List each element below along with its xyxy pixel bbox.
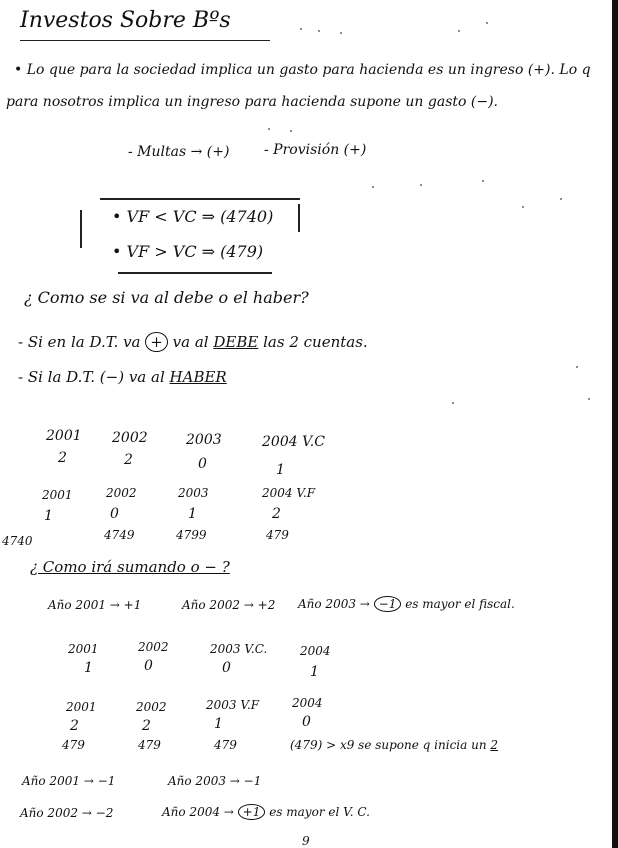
question-debe-haber: ¿ Como se si va al debe o el haber?: [24, 288, 309, 307]
final-2002: Año 2002 → −2: [20, 806, 114, 820]
final-2004: [162, 804, 370, 820]
minus-one-circle: −1: [374, 596, 402, 612]
speck: [268, 128, 270, 130]
speck: [576, 366, 578, 368]
final-2001: Año 2001 → −1: [22, 774, 116, 788]
final-2004-pre: Año 2004 →: [162, 805, 234, 819]
haber-word: HABER: [169, 368, 227, 386]
t1-vc-val-1: 2: [58, 450, 67, 466]
t2-amount-2: 479: [138, 738, 161, 752]
year-2002-plus2: Año 2002 → +2: [182, 598, 276, 612]
page-title: Investos Sobre Bºs: [20, 8, 231, 33]
box-right-bar: [298, 204, 300, 232]
t2-vc-year-4: 2004: [300, 644, 331, 658]
item-multas: - Multas → (+): [128, 144, 230, 160]
t1-vf-year-3: 2003: [178, 486, 209, 500]
t1-vc-year-4: 2004 V.C: [262, 434, 325, 450]
intro-line-1: • Lo que para la sociedad implica un gasto para hacienda es un ingreso (+). Lo q: [14, 62, 591, 78]
t1-vf-val-1: 1: [44, 508, 53, 524]
speck: [482, 180, 484, 182]
t2-vc-val-1: 1: [84, 660, 93, 676]
t1-vc-val-3: 0: [198, 456, 207, 472]
speck: [318, 30, 320, 32]
t1-amount-2: 4749: [104, 528, 135, 542]
rule-debe: [18, 332, 368, 352]
t1-vc-year-1: 2001: [46, 428, 82, 444]
t1-vf-year-4: 2004 V.F: [262, 486, 316, 500]
t2-vc-val-2: 0: [144, 658, 153, 674]
t1-vc-val-2: 2: [124, 452, 133, 468]
condition-vf-less-vc: • VF < VC ⇒ (4740): [112, 207, 274, 226]
rule-haber-pre: - Si la D.T. (−) va al: [18, 368, 165, 386]
speck: [290, 130, 292, 132]
item-provision: - Provisión (+): [264, 142, 367, 158]
scan-edge: [612, 0, 618, 848]
t2-vc-year-1: 2001: [68, 642, 99, 656]
t1-vf-val-3: 1: [188, 506, 197, 522]
t2-vc-val-4: 1: [310, 664, 319, 680]
t2-note-num: 2: [490, 738, 499, 752]
t1-vf-val-2: 0: [110, 506, 119, 522]
t1-vf-year-2: 2002: [106, 486, 137, 500]
year-2003-pre: Año 2003 →: [298, 597, 370, 611]
t2-amount-1: 479: [62, 738, 85, 752]
title-underline: [20, 40, 270, 41]
speck: [560, 198, 562, 200]
plus-one-circle: +1: [238, 804, 266, 820]
t1-vc-year-3: 2003: [186, 432, 222, 448]
box-bottom-rule: [118, 272, 272, 274]
condition-vf-greater-vc: • VF > VC ⇒ (479): [112, 242, 264, 261]
speck: [486, 22, 488, 24]
speck: [372, 186, 374, 188]
speck: [300, 28, 302, 30]
t1-amount-1: 4740: [2, 534, 33, 548]
intro-line-2: para nosotros implica un ingreso para hacienda supone un gasto (−).: [6, 94, 498, 110]
t2-vf-year-4: 2004: [292, 696, 323, 710]
t2-vf-val-4: 0: [302, 714, 311, 730]
speck: [458, 30, 460, 32]
final-2003: Año 2003 → −1: [168, 774, 262, 788]
rule-debe-pre: - Si en la D.T. va: [18, 333, 141, 351]
t2-amount-3: 479: [214, 738, 237, 752]
t2-vf-val-3: 1: [214, 716, 223, 732]
question-sumando: ¿ Como irá sumando o − ?: [30, 558, 230, 576]
rule-debe-post: las 2 cuentas.: [263, 333, 368, 351]
rule-debe-mid: va al: [172, 333, 209, 351]
t1-amount-3: 4799: [176, 528, 207, 542]
t2-vf-year-1: 2001: [66, 700, 97, 714]
box-left-bar: [80, 210, 82, 248]
t2-vc-val-3: 0: [222, 660, 231, 676]
box-top-rule: [100, 198, 300, 200]
year-2001-plus1: Año 2001 → +1: [48, 598, 142, 612]
t1-vc-year-2: 2002: [112, 430, 148, 446]
year-2003-line: [298, 596, 515, 612]
t2-vf-val-2: 2: [142, 718, 151, 734]
t2-note: [290, 738, 498, 752]
speck: [452, 402, 454, 404]
t1-vf-val-4: 2: [272, 506, 281, 522]
t2-vf-year-3: 2003 V.F: [206, 698, 260, 712]
t2-vf-val-1: 2: [70, 718, 79, 734]
t2-vc-year-3: 2003 V.C.: [210, 642, 268, 656]
t1-vf-year-1: 2001: [42, 488, 73, 502]
t2-vf-year-2: 2002: [136, 700, 167, 714]
speck: [588, 398, 590, 400]
t1-amount-4: 479: [266, 528, 289, 542]
final-2004-post: es mayor el V. C.: [269, 805, 370, 819]
plus-circle: +: [145, 332, 168, 352]
t1-vc-val-4: 1: [276, 462, 285, 478]
debe-word: DEBE: [213, 333, 259, 351]
page-number: 9: [302, 834, 310, 848]
speck: [522, 206, 524, 208]
t2-vc-year-2: 2002: [138, 640, 169, 654]
t2-note-text: (479) > x9 se supone q inicia un: [290, 738, 487, 752]
rule-haber: [18, 368, 227, 386]
speck: [340, 32, 342, 34]
year-2003-post: es mayor el fiscal.: [405, 597, 515, 611]
speck: [420, 184, 422, 186]
